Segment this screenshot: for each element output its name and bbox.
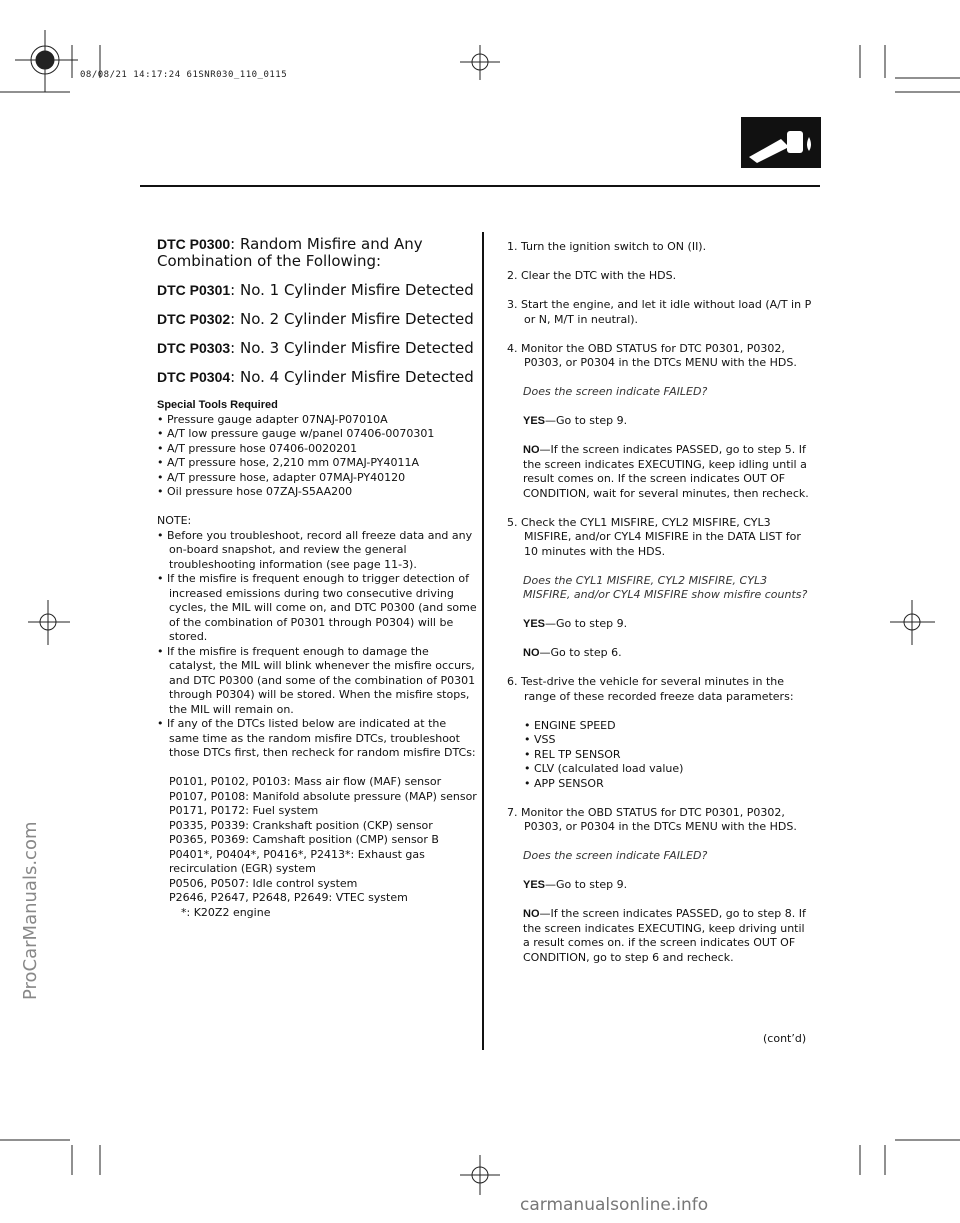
param-item: • APP SENSOR	[524, 776, 604, 790]
param-item: • CLV (calculated load value)	[524, 762, 684, 775]
step-7: 7. Monitor the OBD STATUS for DTC P0301, P0302, P0303, or P0304 in the DTCs MENU with the HDS.	[507, 805, 797, 833]
footer-watermark: carmanualsonline.info	[520, 1195, 709, 1215]
step-1: 1. Turn the ignition switch to ON (II).	[507, 240, 707, 253]
answer-no-4: NO—If the screen indicates PASSED, go to step 5. If the screen indicates EXECUTING, keep idling until a result comes on. If the screen indicates OUT OF CONDITION, wait for several minutes, then recheck.	[523, 443, 809, 500]
param-item: • REL TP SENSOR	[524, 747, 621, 761]
question-5: Does the CYL1 MISFIRE, CYL2 MISFIRE, CYL3 MISFIRE, and/or CYL4 MISFIRE show misfire counts?	[523, 573, 808, 601]
note-item: • If the misfire is frequent enough to trigger detection of increased emissions during two consecutive driving cycles, the MIL will come on, and DTC P0300 (and some of the combination of P0301 through P0304) will be stored.	[157, 572, 477, 643]
tool-item: • A/T pressure hose, adapter 07MAJ-PY40120	[157, 470, 406, 484]
step-6: 6. Test-drive the vehicle for several minutes in the range of these recorded freeze data parameters:	[507, 675, 794, 703]
title-p0303: DTC P0303: No. 3 Cylinder Misfire Detected	[157, 339, 474, 357]
question-7: Does the screen indicate FAILED?	[523, 849, 708, 862]
continued-label: (cont’d)	[763, 1032, 807, 1045]
note-label: NOTE:	[157, 514, 192, 527]
dtc-list-item: P0365, P0369: Camshaft position (CMP) sensor B	[169, 833, 439, 846]
dtc-list-item: P0171, P0172: Fuel system	[169, 804, 319, 817]
note-item: • If any of the DTCs listed below are indicated at the same time as the random misfire DTCs, troubleshoot those DTCs first, then recheck for random misfire DTCs:	[157, 717, 476, 759]
dtc-list-item: P0401*, P0404*, P0416*, P2413*: Exhaust gas recirculation (EGR) system	[169, 847, 425, 875]
column-divider	[482, 232, 484, 1050]
header-rule	[140, 185, 820, 187]
tool-item: • Oil pressure hose 07ZAJ-S5AA200	[157, 485, 353, 498]
tool-item: • A/T low pressure gauge w/panel 07406-0070301	[157, 427, 435, 440]
tool-item: • A/T pressure hose 07406-0020201	[157, 441, 358, 455]
dtc-list-item: P0107, P0108: Manifold absolute pressure (MAP) sensor	[169, 789, 477, 803]
dtc-list-item: P0506, P0507: Idle control system	[169, 876, 358, 890]
answer-yes-4: YES—Go to step 9.	[523, 414, 628, 427]
side-watermark: ProCarManuals.com	[20, 821, 41, 1000]
title-p0300: DTC P0300: Random Misfire and Any Combination of the Following:	[157, 235, 423, 270]
answer-yes-5: YES—Go to step 9.	[523, 617, 628, 630]
answer-yes-7: YES—Go to step 9.	[523, 878, 628, 891]
note-item: • If the misfire is frequent enough to damage the catalyst, the MIL will blink whenever the misfire occurs, and DTC P0300 (and some of the combination of P0301 through P0304) will be stored. When the misfire stops, the MIL will remain on.	[157, 644, 476, 716]
param-item: • VSS	[524, 733, 556, 746]
dtc-list-item: P0101, P0102, P0103: Mass air flow (MAF) sensor	[169, 775, 442, 788]
title-p0302: DTC P0302: No. 2 Cylinder Misfire Detected	[157, 310, 474, 328]
tool-item: • A/T pressure hose, 2,210 mm 07MAJ-PY4011A	[157, 456, 420, 469]
right-column	[507, 240, 812, 965]
footnote: *: K20Z2 engine	[181, 905, 271, 919]
answer-no-5: NO—Go to step 6.	[523, 646, 622, 659]
tool-item: • Pressure gauge adapter 07NAJ-P07010A	[157, 412, 388, 426]
step-3: 3. Start the engine, and let it idle without load (A/T in P or N, M/T in neutral).	[507, 298, 812, 326]
print-stamp: 08/08/21 14:17:24 61SNR030_110_0115	[80, 70, 288, 80]
fuel-emissions-icon	[741, 117, 821, 168]
title-p0301: DTC P0301: No. 1 Cylinder Misfire Detected	[157, 281, 474, 299]
dtc-list-item: P2646, P2647, P2648, P2649: VTEC system	[169, 891, 408, 904]
tools-heading: Special Tools Required	[157, 399, 278, 411]
note-item: • Before you troubleshoot, record all freeze data and any on-board snapshot, and review the general troubleshooting information (see page 11-3).	[157, 528, 473, 571]
dtc-list-item: P0335, P0339: Crankshaft position (CKP) sensor	[169, 818, 433, 832]
left-column	[157, 398, 477, 920]
step-5: 5. Check the CYL1 MISFIRE, CYL2 MISFIRE, CYL3 MISFIRE, and/or CYL4 MISFIRE in the DATA LIST for 10 minutes with the HDS.	[507, 515, 801, 558]
step-2: 2. Clear the DTC with the HDS.	[507, 269, 677, 282]
step-4: 4. Monitor the OBD STATUS for DTC P0301, P0302, P0303, or P0304 in the DTCs MENU with the HDS.	[507, 341, 797, 369]
title-p0304: DTC P0304: No. 4 Cylinder Misfire Detected	[157, 368, 474, 386]
param-item: • ENGINE SPEED	[524, 718, 616, 732]
question-4: Does the screen indicate FAILED?	[523, 385, 708, 398]
answer-no-7: NO—If the screen indicates PASSED, go to step 8. If the screen indicates EXECUTING, keep driving until a result comes on. if the screen indicates OUT OF CONDITION, go to step 6 and recheck.	[523, 907, 806, 964]
